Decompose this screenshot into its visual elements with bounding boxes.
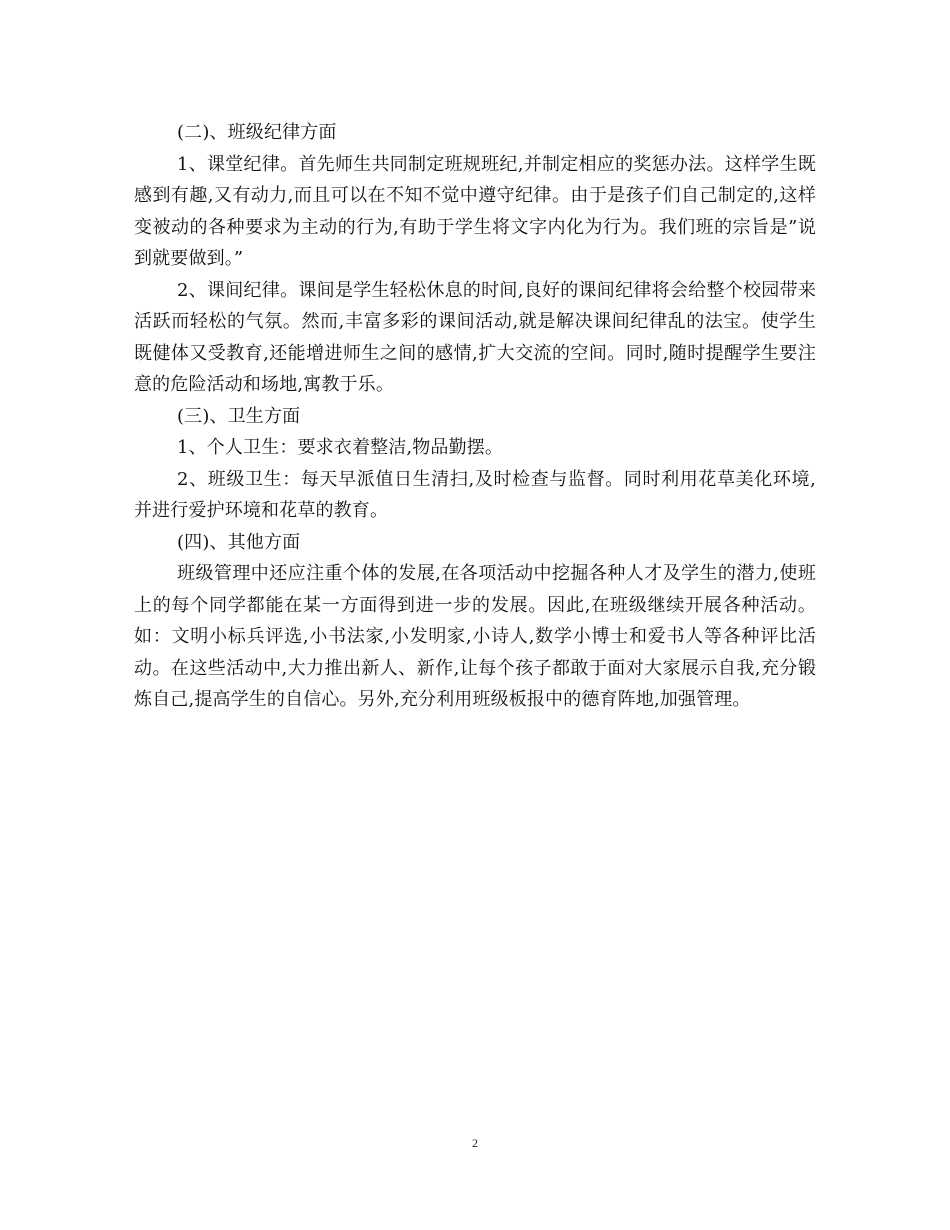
page-number: 2 bbox=[472, 1136, 478, 1150]
paragraph-personal-hygiene: 1、个人卫生：要求衣着整洁,物品勤摆。 bbox=[177, 437, 504, 458]
section-heading-discipline: (二)、班级纪律方面 bbox=[177, 122, 337, 143]
paragraph-individual-development: 班级管理中还应注重个体的发展,在各项活动中挖掘各种人才及学生的潜力,使班上的每个同学都能在某一方面得到进一步的发展。因此,在班级继续开展各种活动。如：文明小标兵评选,小书法家,小发明家,小诗人,数学小博士和爱书人等各种评比活动。在这些活动中,大力推出新人、新作,让每个孩子都敢于面对大家展示自我,充分锻炼自己,提高学生的自信心。另外,充分利用班级板报中的德育阵地,加强管理。 bbox=[134, 563, 816, 710]
paragraph-classroom-discipline: 1、课堂纪律。首先师生共同制定班规班纪,并制定相应的奖惩办法。这样学生既感到有趣,又有动力,而且可以在不知不觉中遵守纪律。由于是孩子们自己制定的,这样变被动的各种要求为主动的行为,有助于学生将文字内化为行为。我们班的宗旨是”说到就要做到。” bbox=[134, 153, 816, 269]
paragraph-break-discipline: 2、课间纪律。课间是学生轻松休息的时间,良好的课间纪律将会给整个校园带来活跃而轻松的气氛。然而,丰富多彩的课间活动,就是解决课间纪律乱的法宝。使学生既健体又受教育,还能增进师生之间的感情,扩大交流的空间。同时,随时提醒学生要注意的危险活动和场地,寓教于乐。 bbox=[134, 279, 816, 395]
paragraph-class-hygiene: 2、班级卫生：每天早派值日生清扫,及时检查与监督。同时利用花草美化环境,并进行爱护环境和花草的教育。 bbox=[134, 468, 816, 521]
section-heading-hygiene: (三)、卫生方面 bbox=[177, 405, 301, 427]
document-body bbox=[134, 117, 816, 716]
section-heading-other: (四)、其他方面 bbox=[177, 531, 301, 553]
